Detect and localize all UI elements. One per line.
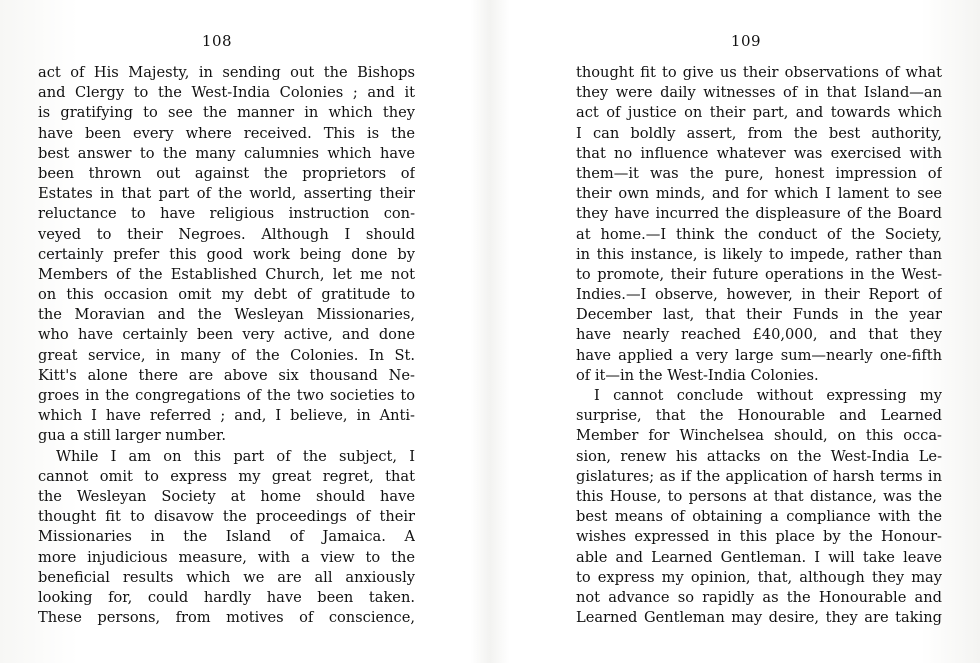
text-line: their own minds, and for which I lament to see	[576, 185, 942, 203]
text-line: this House, to persons at that distance, was the	[576, 487, 942, 505]
text-line: they were daily witnesses of in that Island—an	[576, 84, 942, 102]
text-line: surprise, that the Honourable and Learned	[576, 407, 942, 425]
text-line: is gratifying to see the manner in which they	[38, 104, 415, 122]
text-line: able and Learned Gentleman. I will take leave	[576, 548, 942, 566]
text-line: and Clergy to the West-India Colonies ; and it	[38, 84, 415, 102]
text-line: While I am on this part of the subject, I	[56, 447, 415, 465]
text-line: they have incurred the displeasure of the Board	[576, 205, 942, 223]
text-line: that no influence whatever was exercised with	[576, 144, 942, 162]
text-line: of it—in the West-India Colonies.	[576, 366, 819, 384]
text-line: act of His Majesty, in sending out the Bishops	[38, 64, 415, 81]
text-line: the Moravian and the Wesleyan Missionaries,	[38, 306, 415, 324]
page-number: 108	[201, 32, 233, 50]
text-line: have applied a very large sum—nearly one-fifth	[576, 346, 942, 364]
text-line: have nearly reached £40,000, and that they	[576, 326, 942, 344]
text-line: best answer to the many calumnies which have	[38, 144, 415, 162]
text-line: thought fit to give us their observations of what	[576, 64, 942, 81]
text-line: on this occasion omit my debt of gratitude to	[38, 286, 415, 304]
text-block	[38, 63, 415, 628]
text-line: at home.—I think the conduct of the Society,	[576, 225, 942, 243]
text-line: Learned Gentleman may desire, they are taking	[576, 609, 942, 627]
text-line: have been every where received. This is the	[38, 124, 415, 142]
text-line: who have certainly been very active, and done	[38, 326, 415, 344]
text-line: wishes expressed in this place by the Honour-	[576, 528, 942, 546]
text-line: gua a still larger number.	[38, 427, 226, 445]
text-line: December last, that their Funds in the year	[576, 306, 942, 324]
text-line: Member for Winchelsea should, on this occa-	[576, 427, 942, 445]
text-line: best means of obtaining a compliance with the	[576, 508, 942, 526]
text-line: been thrown out against the proprietors of	[38, 164, 415, 182]
text-line: the Wesleyan Society at home should have	[38, 487, 415, 505]
text-line: which I have referred ; and, I believe, in Anti-	[38, 407, 415, 425]
text-line: groes in the congregations of the two societies to	[38, 387, 415, 404]
text-line: Indies.—I observe, however, in their Report of	[576, 286, 942, 304]
text-line: them—it was the pure, honest impression of	[576, 164, 942, 182]
text-line: cannot omit to express my great regret, that	[38, 467, 415, 485]
text-line: certainly prefer this good work being done by	[38, 245, 415, 263]
text-line: great service, in many of the Colonies. In St.	[38, 346, 415, 364]
text-line: beneficial results which we are all anxiously	[38, 568, 415, 586]
text-line: more injudicious measure, with a view to the	[38, 548, 415, 566]
text-line: These persons, from motives of conscience,	[38, 609, 415, 627]
text-line: sion, renew his attacks on the West-India Le-	[576, 447, 942, 465]
text-line: not advance so rapidly as the Honourable and	[576, 588, 942, 606]
text-line: Missionaries in the Island of Jamaica. A	[38, 528, 415, 546]
text-line: reluctance to have religious instruction con-	[38, 205, 415, 223]
text-line: thought fit to disavow the proceedings of their	[38, 508, 415, 526]
text-block	[576, 63, 942, 628]
text-line: to express my opinion, that, although they may	[576, 568, 942, 586]
right-page	[490, 0, 980, 663]
text-line: veyed to their Negroes. Although I should	[38, 225, 415, 243]
text-line: I can boldly assert, from the best authority,	[576, 124, 942, 142]
text-line: I cannot conclude without expressing my	[594, 387, 942, 404]
text-line: looking for, could hardly have been taken.	[38, 588, 415, 606]
text-line: gislatures; as if the application of harsh terms in	[576, 467, 942, 485]
text-line: Kitt's alone there are above six thousand Ne-	[38, 366, 415, 384]
page-number: 109	[730, 32, 762, 50]
text-line: Estates in that part of the world, asserting their	[38, 185, 415, 203]
text-line: Members of the Established Church, let me not	[38, 265, 415, 283]
text-line: to promote, their future operations in the West-	[576, 265, 942, 283]
text-line: act of justice on their part, and towards which	[576, 104, 942, 122]
text-line: in this instance, is likely to impede, rather than	[576, 245, 942, 263]
